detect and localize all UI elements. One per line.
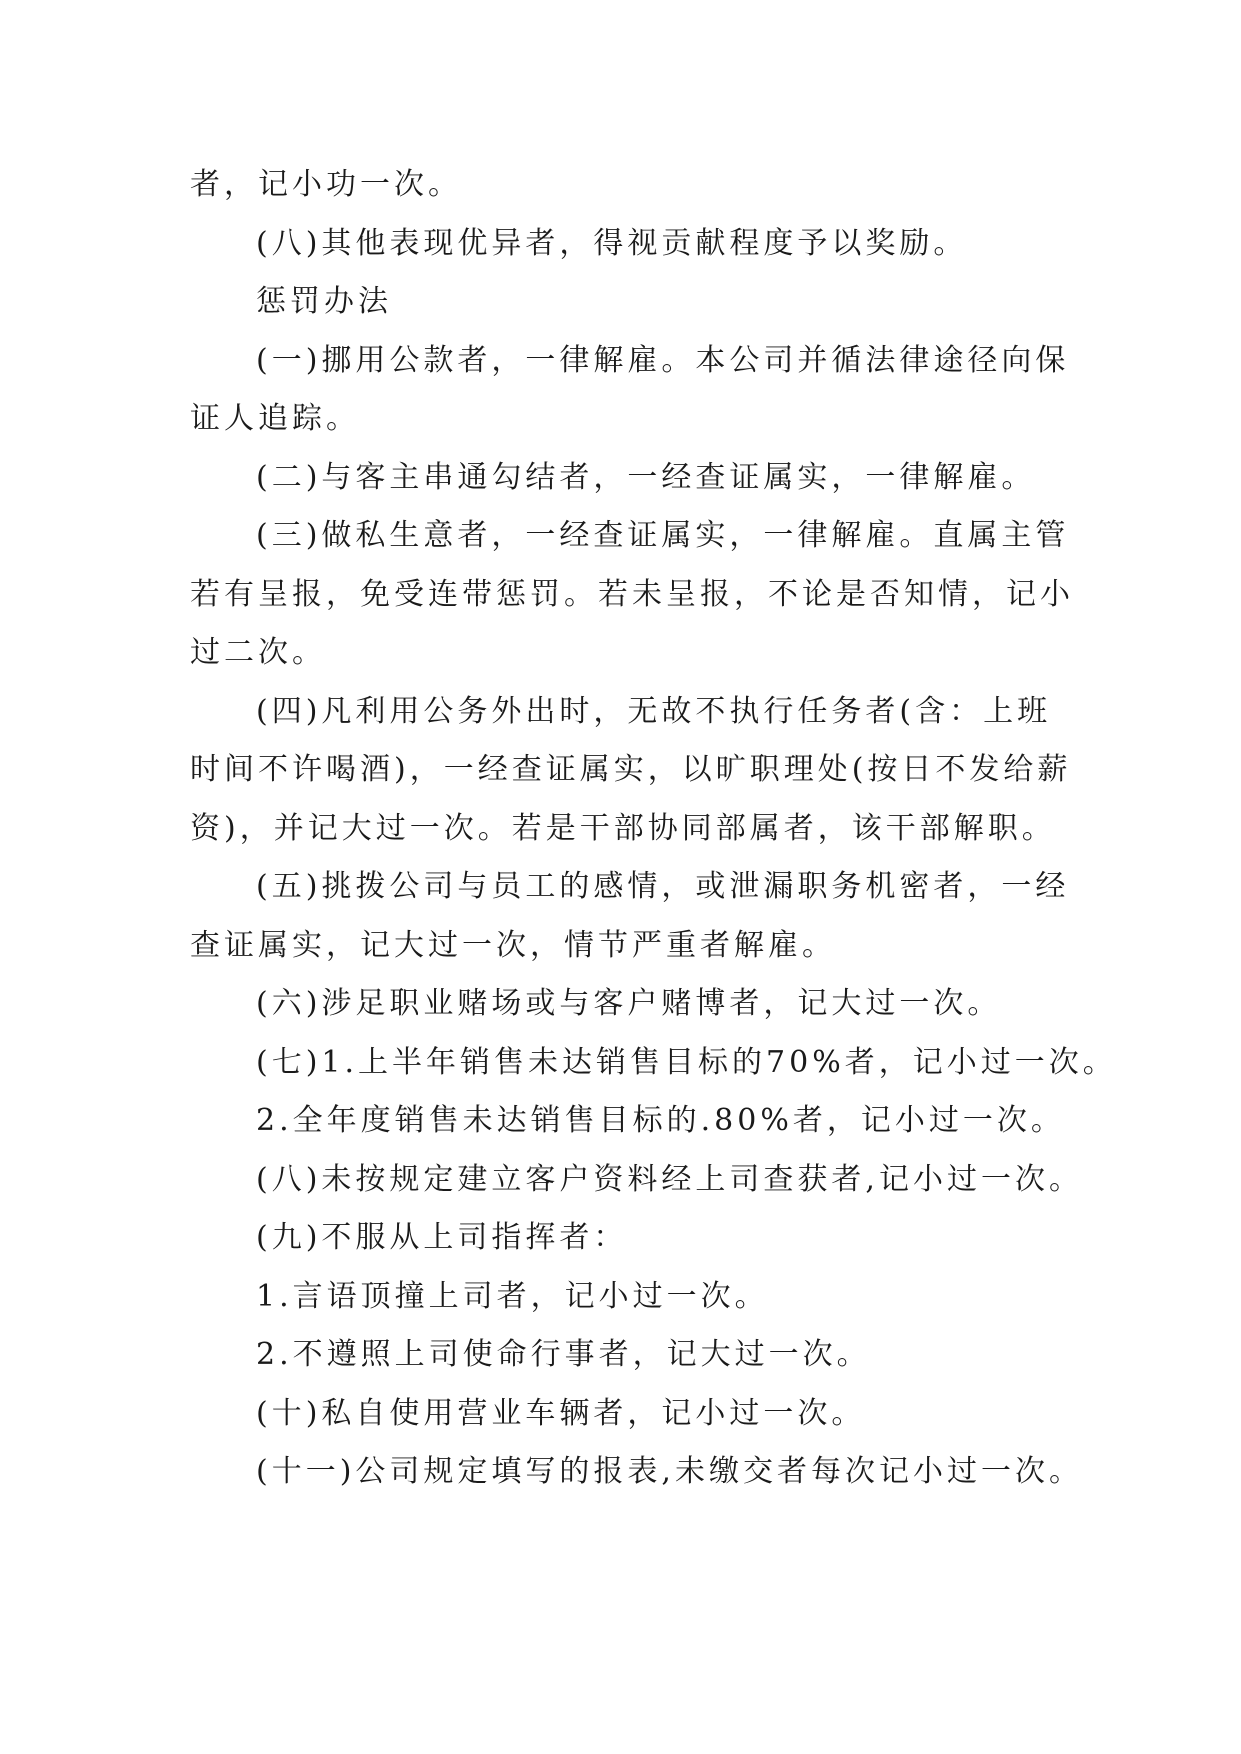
paragraph-line: (七)1.上半年销售未达销售目标的70%者，记小过一次。 xyxy=(256,1044,1117,1080)
paragraph-line: 资)，并记大过一次。若是干部协同部属者，该干部解职。 xyxy=(190,810,1056,846)
paragraph-line: 2.全年度销售未达销售目标的.80%者，记小过一次。 xyxy=(256,1103,1065,1138)
paragraph-line: (八)未按规定建立客户资料经上司查获者,记小过一次。 xyxy=(256,1161,1083,1197)
paragraph-line: 1.言语顶撞上司者，记小过一次。 xyxy=(256,1278,769,1314)
paragraph-line: (二)与客主串通勾结者，一经查证属实，一律解雇。 xyxy=(256,459,1036,495)
paragraph-line: 证人追踪。 xyxy=(190,401,360,436)
section-heading: 惩罚办法 xyxy=(256,284,392,319)
paragraph-line: 若有呈报，免受连带惩罚。若未呈报，不论是否知情，记小 xyxy=(190,576,1074,612)
document-body xyxy=(190,156,1117,1502)
paragraph-line: 2.不遵照上司使命行事者，记大过一次。 xyxy=(256,1337,871,1372)
paragraph-line: (六)涉足职业赌场或与客户赌博者，记大过一次。 xyxy=(256,986,1002,1021)
paragraph-line: (九)不服从上司指挥者： xyxy=(256,1220,628,1255)
paragraph-line: (四)凡利用公务外出时，无故不执行任务者(含：上班 xyxy=(256,693,1052,729)
paragraph-line: 查证属实，记大过一次，情节严重者解雇。 xyxy=(190,927,836,963)
paragraph-line: 过二次。 xyxy=(190,635,326,670)
paragraph-line: (十一)公司规定填写的报表,未缴交者每次记小过一次。 xyxy=(256,1454,1083,1489)
paragraph-line: (十)私自使用营业车辆者，记小过一次。 xyxy=(256,1395,866,1431)
paragraph-line: (三)做私生意者，一经查证属实，一律解雇。直属主管 xyxy=(256,518,1070,553)
paragraph-line: (五)挑拨公司与员工的感情，或泄漏职务机密者，一经 xyxy=(256,869,1070,904)
paragraph-line: 者，记小功一次。 xyxy=(190,167,462,202)
paragraph-line: (一)挪用公款者，一律解雇。本公司并循法律途径向保 xyxy=(256,342,1070,378)
paragraph-line: 时间不许喝酒)，一经查证属实，以旷职理处(按日不发给薪 xyxy=(190,752,1072,787)
paragraph-line: (八)其他表现优异者，得视贡献程度予以奖励。 xyxy=(256,225,968,261)
